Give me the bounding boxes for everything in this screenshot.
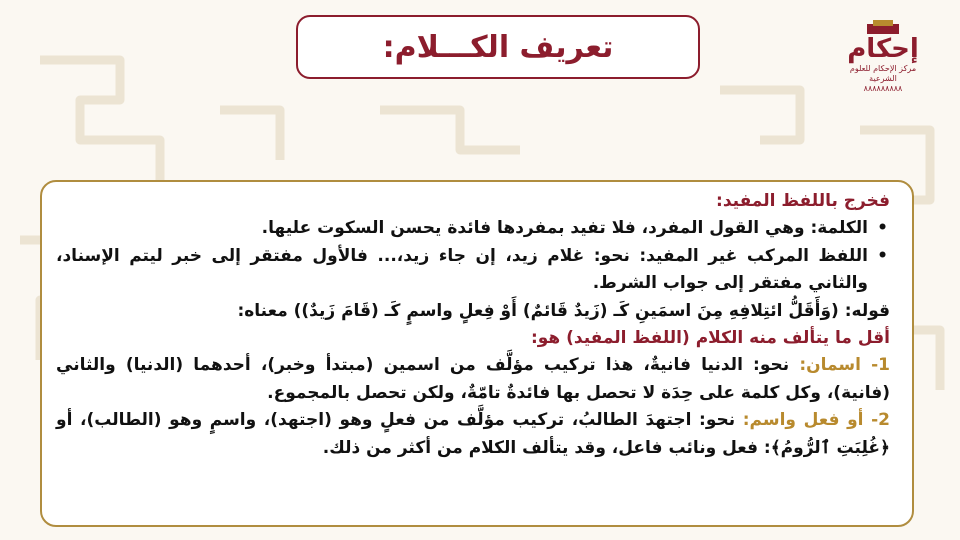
- item-verb-noun-label: 2- أو فعل واسم:: [742, 410, 890, 431]
- quote-line: قوله: (وَأَقَلُّ ائتِلافِهِ مِنَ اسمَينِ كَـ (زَيدٌ قَائمٌ) أَوْ فِعلٍ واسمٍ كَـ (قَامَ زَيدٌ)) معناه:: [237, 300, 890, 321]
- heading-minimum: أقل ما يتألف منه الكلام (اللفظ المفيد) هو:: [530, 328, 890, 349]
- logo-subtitle: مركز الإحكام للعلوم الشرعية: [849, 64, 917, 83]
- item-two-nouns: [56, 352, 890, 407]
- logo: [842, 20, 924, 100]
- page-title: تعريف الكـــلام:: [382, 29, 614, 65]
- logo-name: إحكام: [847, 34, 919, 64]
- item-two-nouns-label: 1- اسمان:: [799, 355, 891, 376]
- content-body: [56, 188, 890, 462]
- bullet-compound-phrase: • اللفظ المركب غير المفيد: نحو: غلام زيد، إن جاء زيد،... فالأول مفتقر إلى خبر ليتم الإسناد، والثاني مفتقر إلى جواب الشرط.: [56, 243, 890, 298]
- content-box: [40, 180, 914, 527]
- heading-excluded: فخرج باللفظ المفيد:: [716, 191, 890, 211]
- item-verb-noun-text: نحو: اجتهدَ الطالبُ، تركيب مؤلَّف من فعلٍ وهو (اجتهد)، واسمٍ وهو (الطالب)، أو ﴿غُلِبَتِ ٱلرُّومُ﴾: فعل ونائب فاعل، وقد يتألف الكلام من أكثر من ذلك.: [56, 410, 890, 458]
- bullet-word: • الكلمة: وهي القول المفرد، فلا تفيد بمفردها فائدة يحسن السكوت عليها.: [56, 215, 890, 242]
- title-box: [296, 15, 700, 79]
- logo-contact: ٨٨٨٨٨٨٨٨٨: [863, 84, 903, 93]
- item-two-nouns-text: نحو: الدنيا فانيةٌ، هذا تركيب مؤلَّف من اسمين (مبتدأ وخبر)، أحدهما (الدنيا) والثاني (فانية)، وكل كلمة على حِدَة لا تحصل بها فائدةٌ تامّةٌ، ولكن تحصل بالمجموع.: [56, 355, 890, 403]
- item-verb-noun: [56, 407, 890, 462]
- logo-emblem-icon: [863, 20, 903, 34]
